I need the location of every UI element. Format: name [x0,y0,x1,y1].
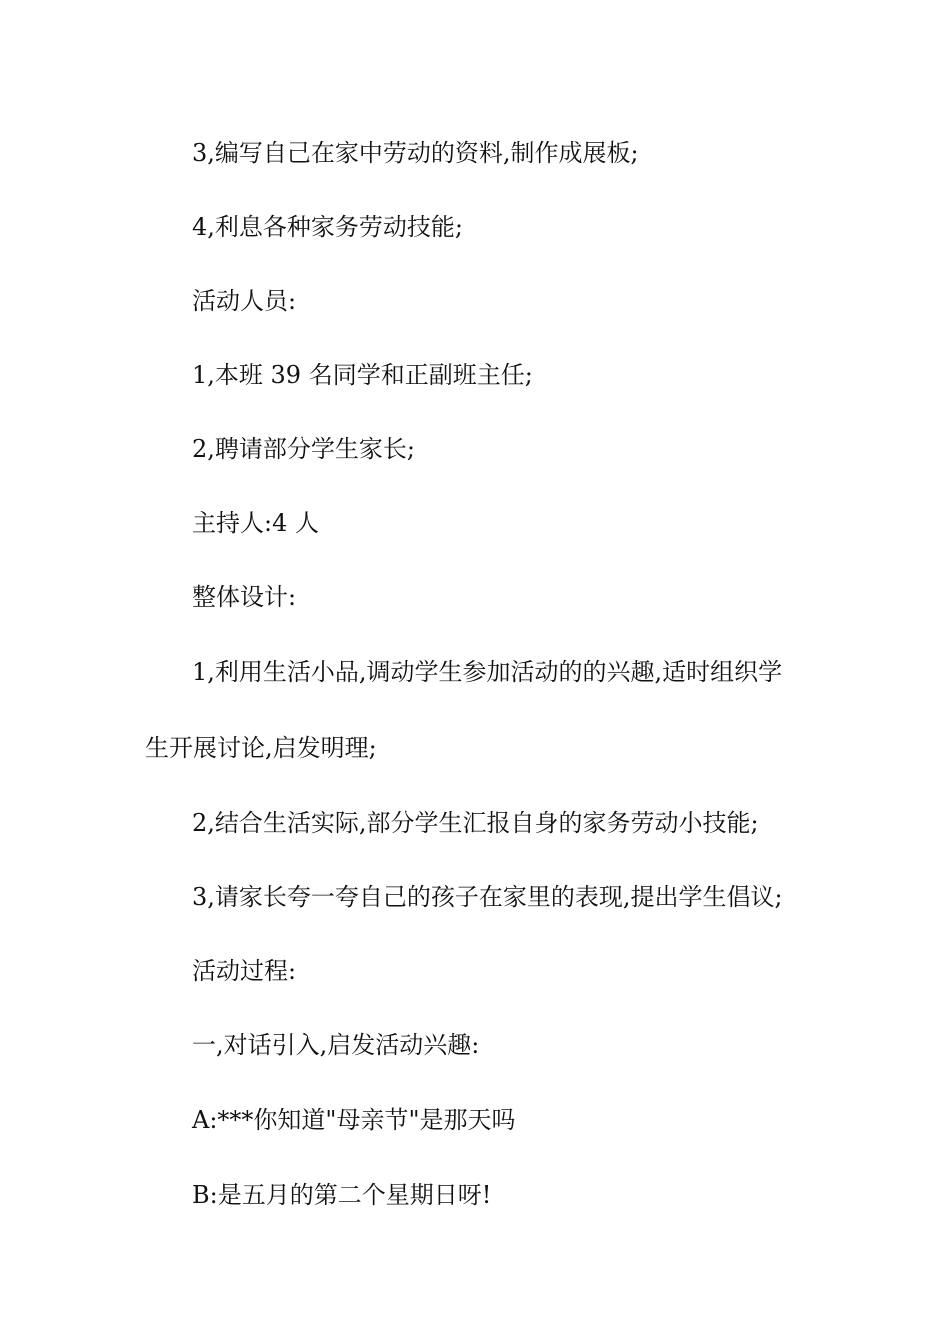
paragraph-line: 1,本班 39 名同学和正副班主任; [192,361,533,389]
paragraph-line: 2,聘请部分学生家长; [192,435,415,463]
section-heading: 活动过程: [192,957,297,985]
paragraph-line: 3,编写自己在家中劳动的资料,制作成展板; [192,139,639,167]
paragraph-line: B:是五月的第二个星期日呀! [192,1181,492,1209]
paragraph-line: A:***你知道"母亲节"是那天吗 [192,1106,516,1134]
paragraph-line: 一,对话引入,启发活动兴趣: [192,1031,480,1059]
section-heading: 活动人员: [192,287,297,315]
paragraph-line: 4,利息各种家务劳动技能; [192,213,463,241]
paragraph-line: 生开展讨论,启发明理; [145,734,377,762]
paragraph-line: 2,结合生活实际,部分学生汇报自身的家务劳动小技能; [192,809,759,837]
paragraph-line: 3,请家长夸一夸自己的孩子在家里的表现,提出学生倡议; [192,883,783,911]
section-heading: 整体设计: [192,583,297,611]
paragraph-line: 1,利用生活小品,调动学生参加活动的的兴趣,适时组织学 [192,658,783,686]
section-heading: 主持人:4 人 [192,509,319,537]
